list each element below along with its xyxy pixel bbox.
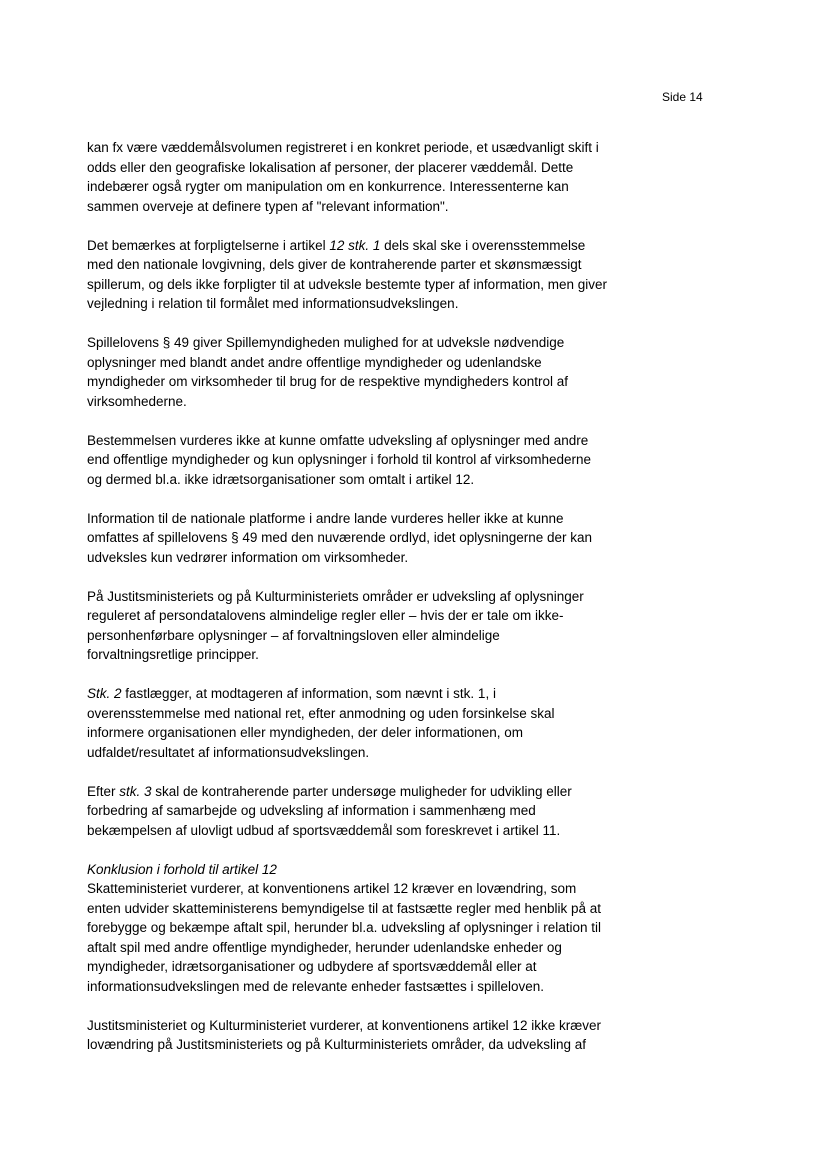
text-line: På Justitsministeriets og på Kulturministeriets områder er udveksling af oplysninger: [87, 588, 584, 604]
text-line: forbedring af samarbejde og udveksling af information i sammenhæng med: [87, 803, 536, 818]
text-line: forvaltningsretlige principper.: [87, 647, 259, 662]
text-line: Bestemmelsen vurderes ikke at kunne omfatte udveksling af oplysninger med andre: [87, 432, 589, 448]
text-line: Justitsministeriet og Kulturministeriet vurderer, at konventionens artikel 12 ikke kræver: [87, 1017, 601, 1033]
text-line: [87, 782, 632, 802]
text-line: vejledning i relation til formålet med informationsudvekslingen.: [87, 296, 459, 311]
document-body: [87, 138, 632, 1074]
text-line: bekæmpelsen af ulovligt udbud af sportsvæddemål som foreskrevet i artikel 11.: [87, 822, 561, 838]
text-run: Efter: [87, 783, 120, 799]
text-line: odds eller den geografiske lokalisation af personer, der placerer væddemål. Dette: [87, 159, 574, 175]
text-line: og dermed bl.a. ikke idrætsorganisationer som omtalt i artikel 12.: [87, 471, 475, 487]
article-reference: 12 stk. 1: [329, 237, 381, 253]
text-line: omfattes af spillelovens § 49 med den nuværende ordlyd, idet oplysningerne der kan: [87, 530, 593, 545]
paragraph-spilleloven-49: [87, 333, 632, 411]
paragraph-stk-2: [87, 684, 632, 762]
text-line: Skatteministeriet vurderer, at konventionens artikel 12 kræver en lovændring, som: [87, 881, 577, 896]
text-line: oplysninger med blandt andet andre offentlige myndigheder og udenlandske: [87, 354, 542, 370]
text-run: dels skal ske i overensstemmelse: [380, 237, 586, 253]
text-line: forebygge og bekæmpe aftalt spil, herunder bl.a. udveksling af oplysninger i relation til: [87, 920, 602, 935]
text-line: end offentlige myndigheder og kun oplysninger i forhold til kontrol af virksomhederne: [87, 452, 592, 467]
text-line: Spillelovens § 49 giver Spillemyndigheden mulighed for at udveksle nødvendige: [87, 335, 565, 350]
paragraph-bestemmelsen: [87, 431, 632, 490]
text-line: informere organisationen eller myndigheden, der deler informationen, om: [87, 725, 523, 740]
text-line: personhenførbare oplysninger – af forvaltningsloven eller almindelige: [87, 627, 500, 643]
page-number: Side 14: [662, 90, 703, 104]
text-line: med den nationale lovgivning, dels giver de kontraherende parter et skønsmæssigt: [87, 257, 582, 272]
section-heading: Konklusion i forhold til artikel 12: [87, 861, 277, 877]
text-run: Det bemærkes at forpligtelserne i artikel: [87, 237, 330, 253]
text-line: informationsudvekslingen med de relevante enheder fastsættes i spilleloven.: [87, 978, 545, 994]
paragraph-conclusion: [87, 860, 632, 997]
text-line: virksomhederne.: [87, 393, 187, 409]
text-line: reguleret af persondatalovens almindelige regler eller – hvis der er tale om ikke-: [87, 608, 564, 623]
text-line: indebærer også rygter om manipulation om en konkurrence. Interessenterne kan: [87, 179, 569, 194]
paragraph-national-platforms: [87, 509, 632, 568]
article-reference: stk. 3: [119, 783, 152, 799]
text-line: aftalt spil med andre offentlige myndigheder, herunder udenlandske enheder og: [87, 939, 562, 955]
text-line: udveksles kun vedrører information om virksomheder.: [87, 549, 409, 565]
paragraph-justice-culture-ministries: [87, 1016, 632, 1055]
text-run: fastlægger, at modtageren af information, som nævnt i stk. 1, i: [121, 686, 496, 701]
text-line: sammen overveje at definere typen af "relevant information".: [87, 198, 449, 214]
paragraph-article-12-obligations: [87, 236, 632, 314]
text-line: Information til de nationale platforme i andre lande vurderes heller ikke at kunne: [87, 510, 564, 526]
text-line: myndigheder om virksomheder til brug for de respektive myndigheders kontrol af: [87, 374, 568, 389]
article-reference: Stk. 2: [87, 686, 122, 701]
text-line: myndigheder, idrætsorganisationer og udbydere af sportsvæddemål eller at: [87, 959, 537, 974]
text-line: [87, 684, 632, 704]
text-line: lovændring på Justitsministeriets og på Kulturministeriets områder, da udveksling af: [87, 1037, 586, 1052]
text-line: enten udvider skatteministerens bemyndigelse til at fastsætte regler med henblik på at: [87, 900, 602, 916]
paragraph-stk-3: [87, 782, 632, 841]
text-line: overensstemmelse med national ret, efter anmodning og uden forsinkelse skal: [87, 705, 555, 721]
text-line: udfaldet/resultatet af informationsudvekslingen.: [87, 744, 370, 760]
text-run: skal de kontraherende parter undersøge muligheder for udvikling eller: [151, 783, 572, 799]
text-line: spillerum, og dels ikke forpligter til at udveksle bestemte typer af information, men giver: [87, 276, 607, 292]
text-line: [87, 236, 632, 256]
text-line: kan fx være væddemålsvolumen registreret i en konkret periode, et usædvanligt skift i: [87, 140, 599, 155]
paragraph-ministries-areas: [87, 587, 632, 665]
paragraph-relevant-information: [87, 138, 632, 216]
